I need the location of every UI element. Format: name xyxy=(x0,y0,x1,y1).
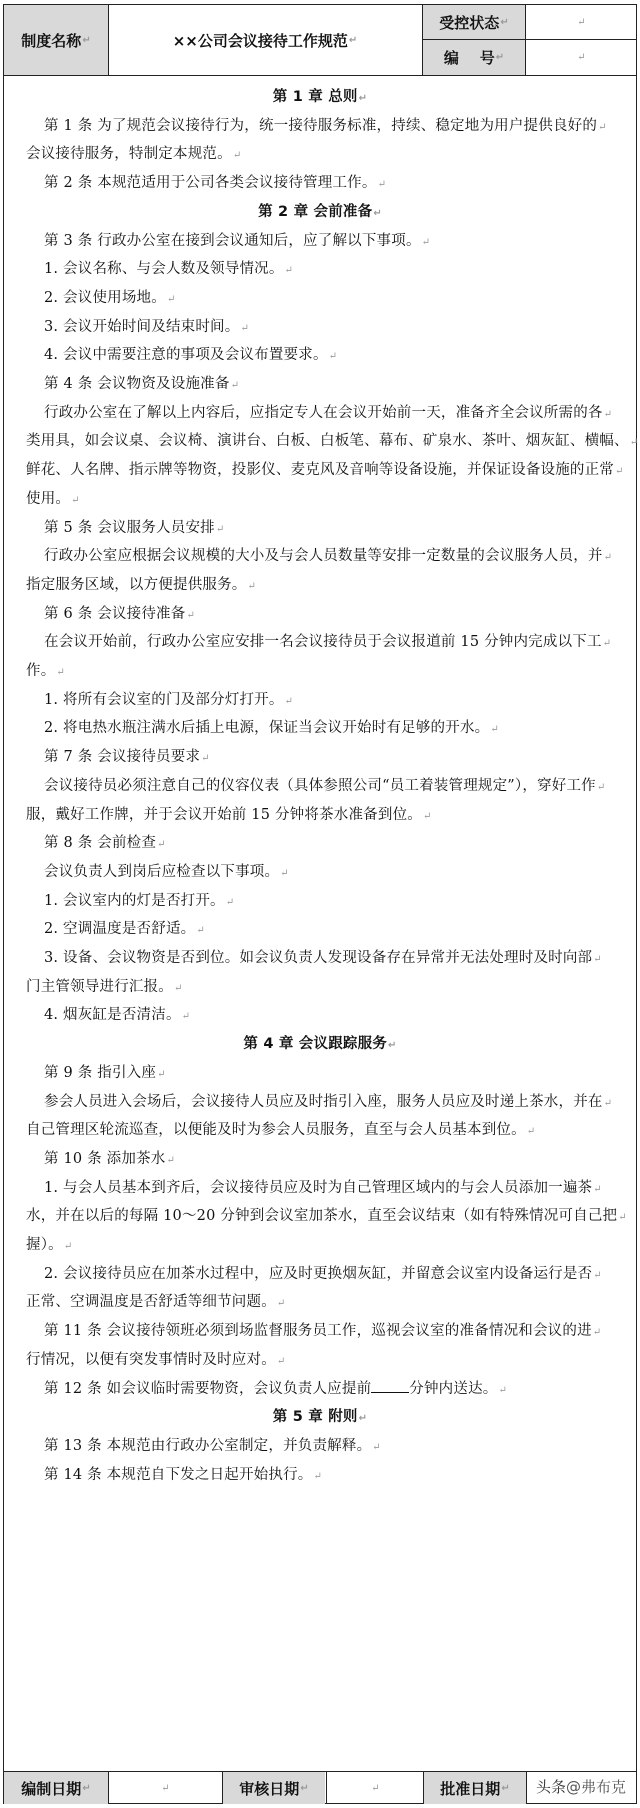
fill-in-blank xyxy=(371,1380,409,1393)
body-line: 服，戴好工作牌，并于会议开始前 15 分钟将茶水准备到位。↵ xyxy=(26,806,432,823)
body-line: 第 5 条 会议服务人员安排↵ xyxy=(44,519,225,536)
document xyxy=(3,4,637,1804)
body-line: 第 12 条 如会议临时需要物资，会议负责人应提前 分钟内送达。↵ xyxy=(44,1380,508,1397)
body-line: 第 9 条 指引入座↵ xyxy=(44,1064,166,1081)
body-line: 行情况，以便有突发事情时及时应对。↵ xyxy=(26,1351,286,1368)
policy-name-label: 制度名称 ↵ xyxy=(4,5,108,75)
body-line: 1. 会议名称、与会人数及领导情况。↵ xyxy=(44,261,294,278)
policy-title: ××公司会议接待工作规范 ↵ xyxy=(172,31,358,50)
body-line: 会议接待服务，特制定本规范。↵ xyxy=(26,146,242,163)
chapter-heading: 第 4 章 会议跟踪服务↵ xyxy=(243,1036,397,1053)
document-footer xyxy=(4,1771,636,1804)
body-line: 3. 设备、会议物资是否到位。如会议负责人发现设备存在异常并无法处理时及时向部↵ xyxy=(44,950,602,966)
body-line: 会议负责人到岗后应检查以下事项。↵ xyxy=(44,863,289,880)
control-status-label: 受控状态 ↵ xyxy=(423,5,525,39)
reviewed-date-label: 审核日期 ↵ xyxy=(223,1772,325,1804)
document-body xyxy=(4,75,639,1771)
body-line: 4. 烟灰缸是否清洁。↵ xyxy=(44,1007,191,1024)
body-line: 第 2 条 本规范适用于公司各类会议接待管理工作。↵ xyxy=(44,175,387,192)
document-number-label: 编 号 ↵ xyxy=(423,40,525,75)
body-line: 第 3 条 行政办公室在接到会议通知后，应了解以下事项。↵ xyxy=(44,232,431,249)
chapter-heading: 第 1 章 总则↵ xyxy=(272,89,368,105)
body-line: 指定服务区域，以方便提供服务。↵ xyxy=(26,576,257,593)
body-line: 会议接待员必须注意自己的仪容仪表（具体参照公司“员工着装管理规定”），穿好工作↵ xyxy=(44,777,606,794)
body-line: 第 11 条 会议接待领班必须到场监督服务员工作，巡视会议室的准备情况和会议的进↵ xyxy=(44,1323,602,1340)
control-status-value: ↵ xyxy=(577,16,586,28)
chapter-heading: 第 5 章 附则↵ xyxy=(272,1409,368,1426)
document-number-value: ↵ xyxy=(577,52,586,63)
body-line: 使用。↵ xyxy=(26,490,80,507)
body-line: 作。↵ xyxy=(26,663,65,679)
prepared-date-value: ↵ xyxy=(161,1782,170,1794)
body-line: 4. 会议中需要注意的事项及会议布置要求。↵ xyxy=(44,347,338,364)
body-line: 3. 会议开始时间及结束时间。↵ xyxy=(44,318,250,335)
watermark: 头条@弗布克 xyxy=(535,1778,626,1796)
body-line: 第 1 条 为了规范会议接待行为，统一接待服务标准，持续、稳定地为用户提供良好的↵ xyxy=(44,117,607,134)
body-line: 第 14 条 本规范自下发之日起开始执行。↵ xyxy=(44,1466,323,1483)
body-line: 行政办公室应根据会议规模的大小及与会人员数量等安排一定数量的会议服务人员，并↵ xyxy=(44,548,613,565)
body-line: 第 13 条 本规范由行政办公室制定，并负责解释。↵ xyxy=(44,1437,381,1454)
body-line: 类用具，如会议桌、会议椅、演讲台、白板、白板笔、幕布、矿泉水、茶叶、烟灰缸、横幅、↵ xyxy=(26,433,639,450)
body-line: 2. 会议接待员应在加茶水过程中，应及时更换烟灰缸，并留意会议室内设备运行是否↵ xyxy=(44,1265,602,1282)
body-line: 第 7 条 会议接待员要求↵ xyxy=(44,749,210,766)
body-line: 1. 会议室内的灯是否打开。↵ xyxy=(44,892,235,909)
body-line: 2. 将电热水瓶注满水后插上电源，保证当会议开始时有足够的开水。↵ xyxy=(44,720,499,737)
body-line: 在会议开始前，行政办公室应安排一名会议接待员于会议报道前 15 分钟内完成以下工↵ xyxy=(44,634,612,651)
body-line: 水，并在以后的每隔 10～20 分钟到会议室加茶水，直至会议结束（如有特殊情况可自己把↵ xyxy=(26,1208,627,1225)
body-line: 2. 空调温度是否舒适。↵ xyxy=(44,921,205,938)
body-line: 第 8 条 会前检查↵ xyxy=(44,835,166,852)
body-line: 门主管领导进行汇报。↵ xyxy=(26,978,183,995)
body-line: 第 4 条 会议物资及设施准备↵ xyxy=(44,376,240,392)
reviewed-date-value: ↵ xyxy=(371,1782,380,1794)
body-line: 握）。↵ xyxy=(26,1237,73,1253)
body-line: 鲜花、人名牌、指示牌等物资，投影仪、麦克风及音响等设备设施，并保证设备设施的正常↵ xyxy=(26,462,624,479)
prepared-date-label: 编制日期 ↵ xyxy=(4,1772,108,1804)
approved-date-label: 批准日期 ↵ xyxy=(424,1772,526,1804)
body-line: 1. 将所有会议室的门及部分灯打开。↵ xyxy=(44,691,294,708)
chapter-heading: 第 2 章 会前准备↵ xyxy=(258,203,382,220)
body-line: 自己管理区轮流巡查，以便能及时为参会人员服务，直至与会人员基本到位。↵ xyxy=(26,1122,536,1139)
body-line: 第 6 条 会议接待准备↵ xyxy=(44,605,196,622)
body-line: 行政办公室在了解以上内容后，应指定专人在会议开始前一天，准备齐全会议所需的各↵ xyxy=(44,404,613,421)
body-line: 第 10 条 添加茶水↵ xyxy=(44,1150,176,1167)
body-line: 参会人员进入会场后，会议接待人员应及时指引入座，服务人员应及时递上茶水，并在↵ xyxy=(44,1093,613,1110)
body-line: 2. 会议使用场地。↵ xyxy=(44,289,176,306)
document-header xyxy=(4,5,636,76)
body-line: 1. 与会人员基本到齐后，会议接待员应及时为自己管理区域内的与会人员添加一遍茶↵ xyxy=(44,1179,602,1196)
body-line: 正常、空调温度是否舒适等细节问题。↵ xyxy=(26,1294,286,1311)
